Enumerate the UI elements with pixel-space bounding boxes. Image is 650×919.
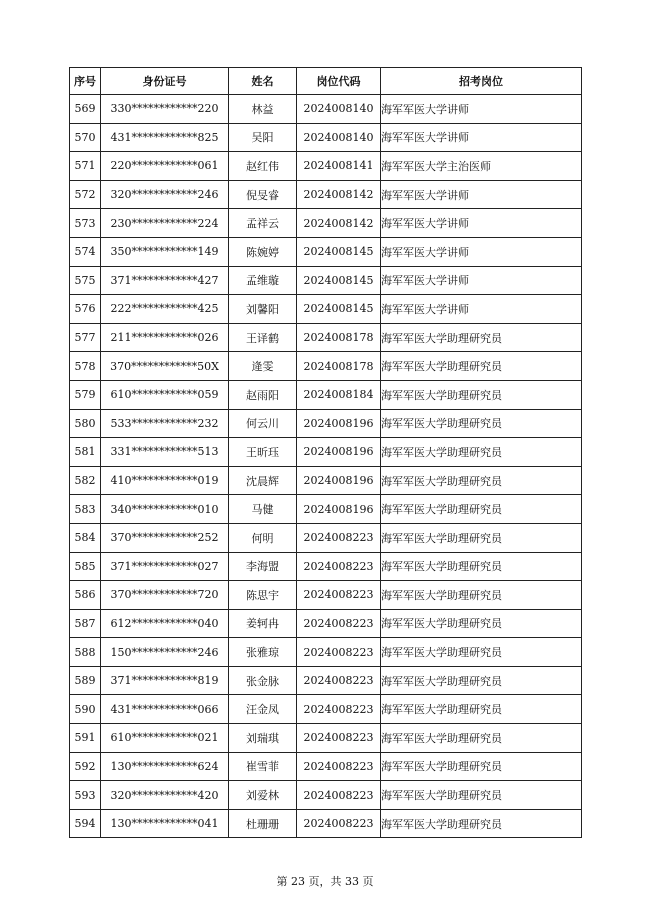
table-row [70, 123, 582, 152]
cell-id-number: 431************825 [101, 123, 229, 152]
table-header [70, 68, 582, 95]
cell-position: 海军军医大学助理研究员 [381, 466, 582, 495]
cell-position-code: 2024008196 [297, 466, 381, 495]
cell-position-code: 2024008145 [297, 266, 381, 295]
cell-name: 赵红伟 [229, 152, 297, 181]
table-row [70, 523, 582, 552]
table-row [70, 809, 582, 838]
cell-serial-number: 593 [70, 781, 101, 810]
cell-serial-number: 589 [70, 666, 101, 695]
cell-position: 海军军医大学讲师 [381, 95, 582, 124]
cell-position-code: 2024008142 [297, 209, 381, 238]
header-position-code: 岗位代码 [297, 68, 381, 95]
table-body [70, 95, 582, 838]
cell-position-code: 2024008223 [297, 581, 381, 610]
table-row [70, 666, 582, 695]
cell-id-number: 612************040 [101, 609, 229, 638]
cell-id-number: 370************50X [101, 352, 229, 381]
table-row [70, 237, 582, 266]
cell-serial-number: 575 [70, 266, 101, 295]
cell-position: 海军军医大学助理研究员 [381, 809, 582, 838]
cell-serial-number: 578 [70, 352, 101, 381]
cell-serial-number: 585 [70, 552, 101, 581]
cell-id-number: 330************220 [101, 95, 229, 124]
candidate-table [69, 67, 582, 838]
cell-position: 海军军医大学讲师 [381, 123, 582, 152]
cell-name: 姜轲冉 [229, 609, 297, 638]
table-row [70, 409, 582, 438]
cell-serial-number: 591 [70, 724, 101, 753]
header-position: 招考岗位 [381, 68, 582, 95]
cell-name: 何明 [229, 523, 297, 552]
cell-position: 海军军医大学助理研究员 [381, 609, 582, 638]
header-serial-number: 序号 [70, 68, 101, 95]
table-row [70, 781, 582, 810]
cell-name: 倪旻睿 [229, 180, 297, 209]
cell-position-code: 2024008223 [297, 666, 381, 695]
cell-position-code: 2024008196 [297, 495, 381, 524]
cell-position-code: 2024008223 [297, 523, 381, 552]
table-row [70, 266, 582, 295]
cell-position-code: 2024008142 [297, 180, 381, 209]
cell-position-code: 2024008141 [297, 152, 381, 181]
cell-position: 海军军医大学助理研究员 [381, 352, 582, 381]
cell-serial-number: 574 [70, 237, 101, 266]
cell-id-number: 371************427 [101, 266, 229, 295]
cell-name: 李海盟 [229, 552, 297, 581]
table-row [70, 495, 582, 524]
cell-id-number: 431************066 [101, 695, 229, 724]
cell-id-number: 220************061 [101, 152, 229, 181]
cell-position: 海军军医大学讲师 [381, 209, 582, 238]
cell-serial-number: 576 [70, 295, 101, 324]
cell-name: 林益 [229, 95, 297, 124]
cell-serial-number: 570 [70, 123, 101, 152]
cell-id-number: 370************720 [101, 581, 229, 610]
header-id-number: 身份证号 [101, 68, 229, 95]
cell-serial-number: 590 [70, 695, 101, 724]
cell-position-code: 2024008184 [297, 380, 381, 409]
cell-position-code: 2024008178 [297, 352, 381, 381]
header-row [70, 68, 582, 95]
table-row [70, 95, 582, 124]
cell-name: 张金脉 [229, 666, 297, 695]
cell-position: 海军军医大学助理研究员 [381, 752, 582, 781]
cell-name: 孟祥云 [229, 209, 297, 238]
cell-serial-number: 583 [70, 495, 101, 524]
cell-name: 张雅琼 [229, 638, 297, 667]
cell-position: 海军军医大学助理研究员 [381, 409, 582, 438]
cell-position-code: 2024008140 [297, 123, 381, 152]
cell-id-number: 211************026 [101, 323, 229, 352]
cell-position: 海军军医大学助理研究员 [381, 724, 582, 753]
cell-id-number: 230************224 [101, 209, 229, 238]
table-row [70, 581, 582, 610]
cell-position: 海军军医大学讲师 [381, 266, 582, 295]
cell-id-number: 533************232 [101, 409, 229, 438]
cell-name: 刘瑞琪 [229, 724, 297, 753]
cell-name: 王昕珏 [229, 438, 297, 467]
table-row [70, 152, 582, 181]
cell-position-code: 2024008223 [297, 638, 381, 667]
cell-id-number: 370************252 [101, 523, 229, 552]
cell-serial-number: 594 [70, 809, 101, 838]
cell-position-code: 2024008223 [297, 781, 381, 810]
cell-position: 海军军医大学助理研究员 [381, 666, 582, 695]
cell-id-number: 331************513 [101, 438, 229, 467]
cell-position: 海军军医大学讲师 [381, 180, 582, 209]
cell-position: 海军军医大学主治医师 [381, 152, 582, 181]
cell-position-code: 2024008145 [297, 295, 381, 324]
cell-position-code: 2024008223 [297, 809, 381, 838]
cell-serial-number: 584 [70, 523, 101, 552]
cell-name: 吴阳 [229, 123, 297, 152]
cell-position: 海军军医大学助理研究员 [381, 438, 582, 467]
cell-position: 海军军医大学讲师 [381, 295, 582, 324]
cell-position: 海军军医大学助理研究员 [381, 781, 582, 810]
cell-serial-number: 571 [70, 152, 101, 181]
cell-name: 马健 [229, 495, 297, 524]
cell-id-number: 610************021 [101, 724, 229, 753]
cell-serial-number: 572 [70, 180, 101, 209]
cell-id-number: 340************010 [101, 495, 229, 524]
page-footer: 第 23 页，共 33 页 [276, 875, 374, 888]
cell-name: 陈思宇 [229, 581, 297, 610]
cell-serial-number: 573 [70, 209, 101, 238]
cell-name: 崔雪菲 [229, 752, 297, 781]
table-row [70, 552, 582, 581]
cell-serial-number: 592 [70, 752, 101, 781]
table-row [70, 295, 582, 324]
cell-position-code: 2024008223 [297, 552, 381, 581]
table-row [70, 352, 582, 381]
cell-position: 海军军医大学助理研究员 [381, 495, 582, 524]
cell-position-code: 2024008140 [297, 95, 381, 124]
table-row [70, 638, 582, 667]
cell-position: 海军军医大学助理研究员 [381, 380, 582, 409]
cell-id-number: 371************027 [101, 552, 229, 581]
cell-id-number: 130************624 [101, 752, 229, 781]
cell-position-code: 2024008196 [297, 409, 381, 438]
table-row [70, 180, 582, 209]
cell-position-code: 2024008223 [297, 752, 381, 781]
cell-serial-number: 581 [70, 438, 101, 467]
cell-name: 逄雯 [229, 352, 297, 381]
cell-serial-number: 582 [70, 466, 101, 495]
cell-position: 海军军医大学助理研究员 [381, 695, 582, 724]
cell-position-code: 2024008223 [297, 695, 381, 724]
cell-serial-number: 577 [70, 323, 101, 352]
cell-serial-number: 588 [70, 638, 101, 667]
cell-position: 海军军医大学助理研究员 [381, 552, 582, 581]
cell-id-number: 150************246 [101, 638, 229, 667]
header-name: 姓名 [229, 68, 297, 95]
table-row [70, 209, 582, 238]
cell-serial-number: 569 [70, 95, 101, 124]
cell-serial-number: 587 [70, 609, 101, 638]
cell-name: 沈晨辉 [229, 466, 297, 495]
table-row [70, 752, 582, 781]
cell-id-number: 222************425 [101, 295, 229, 324]
cell-name: 汪金凤 [229, 695, 297, 724]
cell-id-number: 410************019 [101, 466, 229, 495]
table-row [70, 380, 582, 409]
cell-id-number: 371************819 [101, 666, 229, 695]
cell-position-code: 2024008196 [297, 438, 381, 467]
cell-name: 孟维璇 [229, 266, 297, 295]
table-row [70, 609, 582, 638]
cell-id-number: 320************420 [101, 781, 229, 810]
cell-position-code: 2024008145 [297, 237, 381, 266]
table-row [70, 724, 582, 753]
cell-position: 海军军医大学助理研究员 [381, 581, 582, 610]
table-row [70, 466, 582, 495]
table-row [70, 438, 582, 467]
cell-position: 海军军医大学助理研究员 [381, 323, 582, 352]
cell-name: 陈婉婷 [229, 237, 297, 266]
cell-name: 王译鹤 [229, 323, 297, 352]
cell-name: 杜珊珊 [229, 809, 297, 838]
cell-id-number: 130************041 [101, 809, 229, 838]
cell-position-code: 2024008178 [297, 323, 381, 352]
table-row [70, 695, 582, 724]
cell-position-code: 2024008223 [297, 609, 381, 638]
cell-name: 刘爱林 [229, 781, 297, 810]
cell-serial-number: 580 [70, 409, 101, 438]
cell-id-number: 320************246 [101, 180, 229, 209]
cell-position: 海军军医大学助理研究员 [381, 638, 582, 667]
table-row [70, 323, 582, 352]
cell-serial-number: 586 [70, 581, 101, 610]
cell-serial-number: 579 [70, 380, 101, 409]
cell-position: 海军军医大学讲师 [381, 237, 582, 266]
cell-position: 海军军医大学助理研究员 [381, 523, 582, 552]
cell-position-code: 2024008223 [297, 724, 381, 753]
cell-name: 刘馨阳 [229, 295, 297, 324]
cell-id-number: 350************149 [101, 237, 229, 266]
cell-name: 何云川 [229, 409, 297, 438]
cell-id-number: 610************059 [101, 380, 229, 409]
cell-name: 赵雨阳 [229, 380, 297, 409]
